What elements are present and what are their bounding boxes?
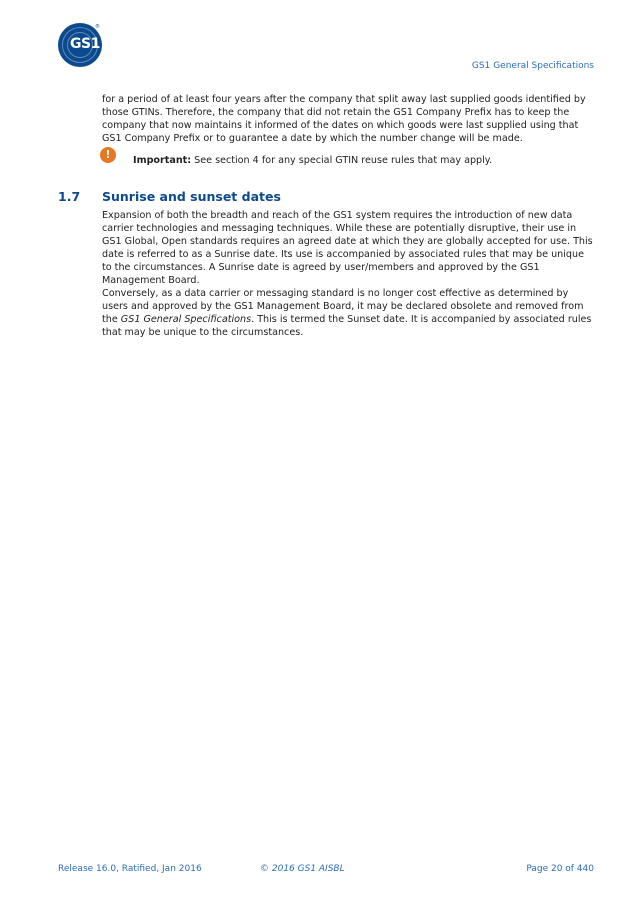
- spec-title-italic: GS1 General Specifications: [120, 314, 252, 325]
- paragraph-sunset: [102, 287, 596, 339]
- alert-icon: !: [100, 147, 116, 163]
- note-body: See section 4 for any special GTIN reuse rules that may apply.: [191, 155, 493, 166]
- logo-text: GS1: [70, 36, 100, 52]
- section-number: 1.7: [58, 189, 81, 204]
- document-title: GS1 General Specifications: [471, 61, 594, 71]
- sunset-text-before: Conversely, as a data carrier or messaging standard is no longer cost effective as determined by users and approved by the GS1 Management Board, it may be declared obsolete and removed from the: [102, 288, 584, 325]
- footer-release: Release 16.0, Ratified, Jan 2016: [58, 864, 202, 874]
- footer-copyright: © 2016 GS1 AISBL: [260, 864, 345, 874]
- paragraph-sunrise: Expansion of both the breadth and reach of the GS1 system requires the introduction of new data carrier technologies and messaging techniques. While these are potentially disruptive, their use in GS1 Global, Open standards requires an agreed date at which they are globally accepted for use. This date is referred to as a Sunrise date. Its use is accompanied by associated rules that may be unique to the circumstances. A Sunrise date is agreed by user/members and approved by the GS1 Management Board.: [102, 210, 593, 286]
- note-text: [133, 155, 492, 166]
- sunset-text-after: . This is termed the Sunset date. It is accompanied by associated rules that may be unique to the circumstances.: [102, 314, 592, 338]
- note-label: Important:: [133, 155, 192, 166]
- section-title: Sunrise and sunset dates: [102, 189, 281, 204]
- paragraph-continuation: for a period of at least four years after the company that split away last supplied goods identified by those GTINs. Therefore, the company that did not retain the GS1 Company Prefix has to keep the company that now maintains it informed of the dates on which goods were last supplied using that GS1 Company Prefix or to guarantee a date by which the number change will be made.: [102, 94, 586, 144]
- important-note: [100, 147, 600, 167]
- footer-page-number: Page 20 of 440: [526, 864, 594, 874]
- logo-registered-mark: ®: [95, 24, 100, 30]
